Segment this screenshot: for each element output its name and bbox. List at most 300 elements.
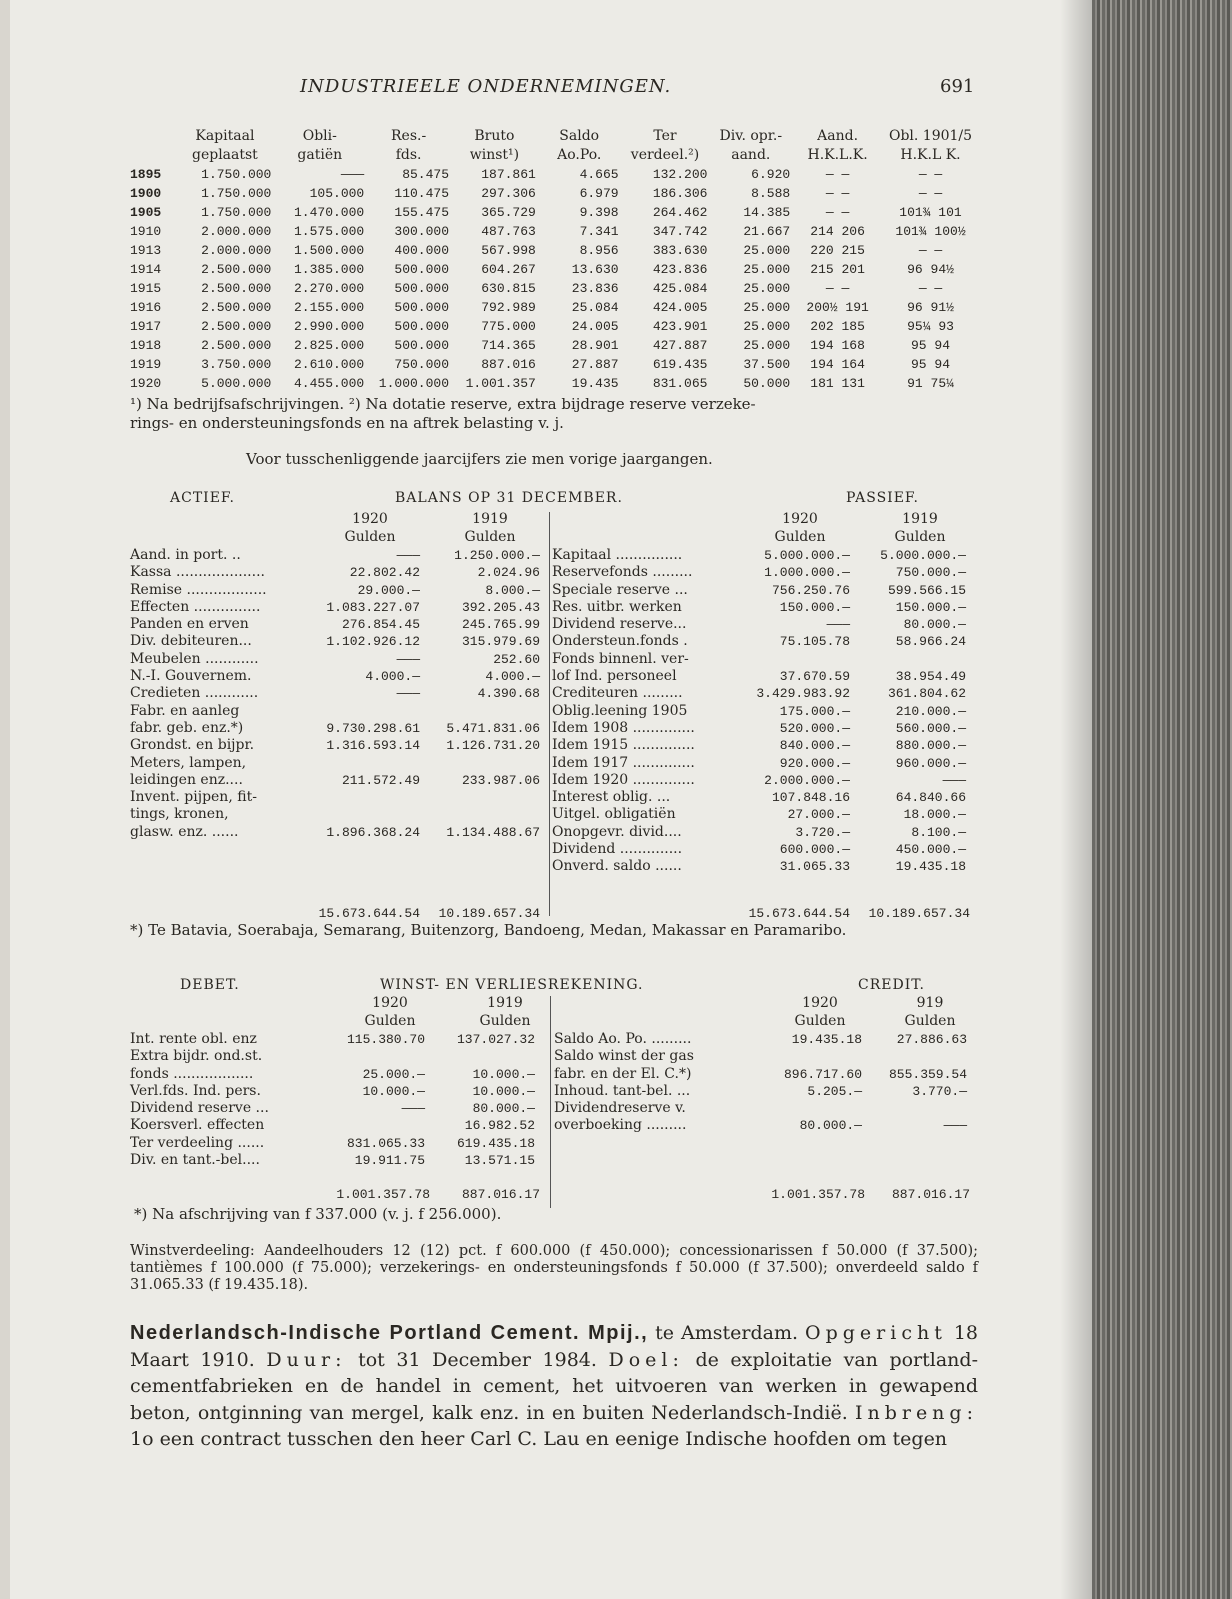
ledger-amount: 1.316.593.14 bbox=[326, 738, 420, 754]
year-table-cell: 23.836 bbox=[571, 281, 619, 296]
ledger-amount: 450.000.— bbox=[895, 842, 966, 858]
passief-block bbox=[552, 547, 966, 876]
actief-block bbox=[130, 547, 540, 841]
year-table-cell: 1895 bbox=[130, 167, 162, 182]
ledger-row bbox=[554, 1083, 967, 1100]
year-table-cell: 1917 bbox=[130, 319, 162, 334]
ledger-amount: 75.105.78 bbox=[779, 634, 850, 650]
ledger-amount bbox=[730, 651, 850, 668]
pl-total-1920-right: 1.001.357.78 bbox=[771, 1187, 865, 1202]
ledger-row bbox=[130, 1100, 535, 1117]
label-opgericht: Opgericht bbox=[805, 1322, 947, 1344]
winstverdeeling-paragraph: Winstverdeeling: Aandeelhouders 12 (12) pct. f 600.000 (f 450.000); concessionarissen f 50.000 (f 37.500); tantièmes f 100.000 (f 75.000); verzekerings- en ondersteuningsfonds f 50.000 (f 37.500); onverdeeld saldo f 31.065.33 (f 19.435.18). bbox=[130, 1243, 978, 1293]
year-table-cell: 101¾ 100½ bbox=[895, 224, 966, 239]
ledger-amount: 25.000.— bbox=[362, 1066, 425, 1082]
ledger-amount: 150.000.— bbox=[895, 599, 966, 615]
year-table-row bbox=[128, 336, 978, 355]
ledger-row bbox=[130, 1117, 535, 1134]
ledger-amount: 22.802.42 bbox=[349, 565, 420, 581]
year-table-header-cell bbox=[128, 127, 176, 146]
ledger-row bbox=[552, 789, 966, 806]
ledger-amount: 1.134.488.67 bbox=[446, 824, 540, 840]
year-table-cell: — — bbox=[918, 167, 943, 182]
year-table-row bbox=[128, 298, 978, 317]
year-table-cell: 2.155.000 bbox=[294, 300, 365, 315]
ledger-row bbox=[552, 824, 966, 841]
ledger-label: Aand. in port. .. bbox=[130, 547, 241, 563]
ledger-amount: 392.205.43 bbox=[461, 599, 540, 615]
year-table-cell: 155.475 bbox=[394, 205, 450, 220]
ledger-row bbox=[130, 824, 540, 841]
ledger-label: N.-I. Gouvernem. bbox=[130, 668, 252, 685]
ledger-amount: 5.000.000.— bbox=[880, 548, 966, 563]
year-table-header-cell: H.K.L.K. bbox=[807, 147, 868, 163]
ledger-label: Saldo winst der gas bbox=[554, 1048, 694, 1065]
ledger-amount: 4.000.— bbox=[365, 669, 420, 685]
ledger-row bbox=[552, 720, 966, 737]
year-table-cell: 297.306 bbox=[481, 186, 536, 201]
ledger-amount: 520.000.— bbox=[779, 720, 850, 736]
ledger-row bbox=[130, 1083, 535, 1100]
ledger-label: fabr. en der El. C.*) bbox=[554, 1065, 692, 1082]
year-table-cell: 194 168 bbox=[810, 338, 865, 353]
year-table-cell: 7.341 bbox=[579, 224, 619, 239]
ledger-amount: 29.000.— bbox=[357, 582, 420, 598]
year-table-cell: 95¼ 93 bbox=[907, 319, 954, 334]
ledger-amount bbox=[420, 789, 540, 806]
year-table-cell: 85.475 bbox=[402, 167, 450, 182]
year-table-cell: 3.750.000 bbox=[201, 357, 272, 372]
ledger-amount: ——— bbox=[942, 772, 966, 788]
ledger-label: Kassa .................... bbox=[130, 564, 265, 581]
year-table-row bbox=[128, 317, 978, 336]
balance-col-1919-left: 1919 Gulden bbox=[464, 511, 516, 545]
ledger-amount bbox=[306, 703, 420, 720]
year-table-cell: 831.065 bbox=[652, 376, 708, 391]
ledger-amount: 13.571.15 bbox=[464, 1153, 535, 1169]
year-table-row bbox=[128, 165, 978, 184]
footnote-1: ¹) Na bedrijfsafschrijvingen. ²) Na dotatie reserve, extra bijdrage reserve verzeke- bbox=[130, 395, 756, 413]
ledger-label: Dividend reserve... bbox=[552, 616, 687, 633]
year-table-cell: 8.956 bbox=[579, 243, 619, 258]
ledger-label: Meters, lampen, bbox=[130, 754, 247, 771]
year-table-cell: 300.000 bbox=[394, 224, 450, 239]
ledger-amount: 10.000.— bbox=[472, 1083, 535, 1099]
ledger-label: Grondst. en bijpr. bbox=[130, 737, 255, 754]
ledger-amount: 80.000.— bbox=[472, 1101, 535, 1117]
ledger-amount: 2.000.000.— bbox=[764, 772, 850, 788]
ledger-row bbox=[552, 582, 966, 599]
year-table-row bbox=[128, 355, 978, 374]
pl-title: WINST- EN VERLIESREKENING. bbox=[380, 977, 644, 993]
year-table-cell: 567.998 bbox=[481, 243, 536, 258]
debet-title: DEBET. bbox=[180, 977, 240, 993]
balance-col-1920-left: 1920 Gulden bbox=[344, 511, 396, 545]
year-table-cell: 186.306 bbox=[652, 186, 708, 201]
intermediate-note: Voor tusschenliggende jaarcijfers zie men vorige jaargangen. bbox=[246, 450, 713, 468]
year-table-header-cell: winst¹) bbox=[469, 147, 520, 163]
ledger-amount: 58.966.24 bbox=[895, 634, 966, 650]
year-table-cell: 500.000 bbox=[394, 281, 450, 296]
ledger-label: Idem 1915 .............. bbox=[552, 737, 695, 754]
year-table-cell: 96 94½ bbox=[907, 262, 954, 277]
year-table-row bbox=[128, 374, 978, 393]
pl-col-1919-left: 1919 Gulden bbox=[479, 995, 531, 1029]
year-table-cell: 1910 bbox=[130, 224, 162, 239]
year-table-cell: 1900 bbox=[130, 186, 162, 201]
year-table-cell: 1905 bbox=[130, 205, 162, 220]
ledger-amount: 137.027.32 bbox=[456, 1032, 535, 1047]
year-table-cell: 1.750.000 bbox=[201, 186, 272, 201]
ledger-row bbox=[554, 1048, 967, 1065]
ledger-amount: 175.000.— bbox=[779, 703, 850, 719]
year-table-cell: — — bbox=[918, 186, 943, 201]
year-table-cell: — — bbox=[825, 167, 850, 182]
ledger-amount: 361.804.62 bbox=[887, 686, 966, 702]
ledger-amount: 3.720.— bbox=[795, 824, 850, 840]
year-table-cell: 13.630 bbox=[571, 262, 619, 277]
year-table-cell: 1.470.000 bbox=[294, 205, 365, 220]
year-table-cell: 423.901 bbox=[652, 319, 708, 334]
ledger-label: overboeking ......... bbox=[554, 1117, 687, 1134]
year-table-cell: 1.500.000 bbox=[294, 243, 365, 258]
year-table-cell: 500.000 bbox=[394, 262, 450, 277]
year-table-cell: 264.462 bbox=[652, 205, 708, 220]
year-table-cell: 25.000 bbox=[743, 300, 791, 315]
ledger-amount: 960.000.— bbox=[895, 755, 966, 771]
ledger-label: Interest oblig. ... bbox=[552, 789, 671, 806]
ledger-amount: 245.765.99 bbox=[461, 617, 540, 633]
year-table-cell: 1.750.000 bbox=[201, 205, 272, 220]
ledger-label: lof Ind. personeel bbox=[552, 668, 677, 685]
year-table-header-cell: aand. bbox=[731, 147, 771, 163]
ledger-label: Ter verdeeling ...... bbox=[130, 1134, 265, 1151]
year-table-cell: 25.000 bbox=[743, 281, 791, 296]
ledger-row bbox=[552, 737, 966, 754]
ledger-amount: 31.065.33 bbox=[779, 859, 850, 875]
year-table-cell: 2.610.000 bbox=[294, 357, 365, 372]
year-table-cell: — — bbox=[918, 243, 943, 258]
year-table-cell: 1915 bbox=[130, 281, 162, 296]
year-table-header-cell: Ter bbox=[653, 128, 677, 144]
year-table-cell: 619.435 bbox=[652, 357, 708, 372]
year-table-cell: ——— bbox=[340, 167, 365, 182]
year-table-cell: — — bbox=[825, 281, 850, 296]
ledger-amount: 920.000.— bbox=[779, 755, 850, 771]
ledger-amount: 756.250.76 bbox=[771, 582, 850, 598]
year-table-row bbox=[128, 184, 978, 203]
year-table-header-cell: Aand. bbox=[817, 128, 859, 144]
year-table-cell: 714.365 bbox=[481, 338, 536, 353]
ledger-label: Koersverl. effecten bbox=[130, 1117, 265, 1134]
ledger-row bbox=[130, 1048, 535, 1065]
ledger-row bbox=[130, 582, 540, 599]
ledger-row bbox=[552, 755, 966, 772]
ledger-label: Res. uitbr. werken bbox=[552, 598, 682, 615]
year-table-cell: 1.000.000 bbox=[378, 376, 450, 391]
ledger-amount: 1.102.926.12 bbox=[326, 634, 420, 650]
year-table-header-cell: Div. opr.- bbox=[719, 128, 783, 144]
ledger-amount: 896.717.60 bbox=[783, 1066, 862, 1082]
ledger-label: Panden en erven bbox=[130, 616, 249, 633]
ledger-amount: 27.886.63 bbox=[896, 1032, 967, 1047]
ledger-label: Ondersteun.fonds . bbox=[552, 633, 688, 650]
year-table-cell: 1918 bbox=[130, 338, 162, 353]
year-table-cell: 27.887 bbox=[571, 357, 619, 372]
ledger-label: Speciale reserve ... bbox=[552, 581, 688, 598]
ledger-amount bbox=[742, 1100, 862, 1117]
ledger-row bbox=[130, 1031, 535, 1048]
year-table-header-cell: verdeel.²) bbox=[630, 147, 700, 163]
year-table-cell: 2.500.000 bbox=[201, 262, 272, 277]
ledger-label: tings, kronen, bbox=[130, 806, 229, 823]
credit-block bbox=[554, 1031, 967, 1135]
company-paragraph: Nederlandsch-Indische Portland Cement. Mpij., te Amsterdam. Opgericht 18 Maart 1910. Duur: tot 31 December 1984. Doel: de exploitatie van portland-cementfabrieken en de handel in cement, het uitvoeren van werken in gewapend beton, ontginning van mergel, kalk enz. in en buiten Nederlandsch-Indië. Inbreng: 1o een contract tusschen den heer Carl C. Lau en eenige Indische hoofden om tegen bbox=[130, 1322, 979, 1450]
ledger-label: Div. en tant.-bel.... bbox=[130, 1152, 260, 1169]
ledger-amount: 5.205.— bbox=[807, 1083, 862, 1099]
year-table-header-cell: fds. bbox=[395, 147, 422, 163]
ledger-row bbox=[130, 806, 540, 823]
ledger-amount: 19.435.18 bbox=[791, 1032, 862, 1047]
passief-title: PASSIEF. bbox=[846, 490, 919, 506]
ledger-row bbox=[130, 720, 540, 737]
ledger-row bbox=[130, 772, 540, 789]
ledger-amount: 80.000.— bbox=[903, 617, 966, 633]
year-table-cell: 25.084 bbox=[571, 300, 619, 315]
ledger-label: glasw. enz. ...... bbox=[130, 823, 239, 840]
year-table-cell: 25.000 bbox=[743, 338, 791, 353]
pl-col-1920-right: 1920 Gulden bbox=[794, 995, 846, 1029]
ledger-row bbox=[554, 1031, 967, 1048]
ledger-label: Credieten ............ bbox=[130, 685, 259, 702]
ledger-amount: 115.380.70 bbox=[346, 1032, 425, 1047]
year-table-header-cell: Bruto bbox=[474, 128, 515, 144]
year-table-row bbox=[128, 241, 978, 260]
year-table-cell: 1.750.000 bbox=[201, 167, 272, 182]
ledger-row bbox=[130, 737, 540, 754]
ledger-amount: 560.000.— bbox=[895, 720, 966, 736]
year-table-cell: 5.000.000 bbox=[201, 376, 272, 391]
balance-footnote: *) Te Batavia, Soerabaja, Semarang, Buitenzorg, Bandoeng, Medan, Makassar en Paramaribo. bbox=[130, 921, 847, 939]
ledger-row bbox=[130, 547, 540, 564]
ledger-amount: 5.000.000.— bbox=[764, 548, 850, 563]
label-inbreng: Inbreng: bbox=[854, 1401, 978, 1424]
ledger-amount: 1.000.000.— bbox=[764, 565, 850, 581]
ledger-amount: 3.429.983.92 bbox=[756, 686, 850, 702]
ledger-row bbox=[130, 599, 540, 616]
ledger-label: Dividend .............. bbox=[552, 841, 683, 858]
ledger-amount bbox=[425, 1048, 535, 1065]
ledger-amount: 80.000.— bbox=[799, 1118, 862, 1134]
ledger-row bbox=[552, 841, 966, 858]
year-table-header-cell: Obli- bbox=[302, 128, 337, 144]
year-table-row bbox=[128, 222, 978, 241]
ledger-row bbox=[552, 633, 966, 650]
ledger-amount: 107.848.16 bbox=[771, 790, 850, 806]
ledger-amount: ——— bbox=[396, 686, 420, 702]
ledger-label: Inhoud. tant-bel. ... bbox=[554, 1082, 691, 1099]
year-table-header-cell bbox=[128, 146, 176, 165]
ledger-row bbox=[552, 685, 966, 702]
balance-total-1919-left: 10.189.657.34 bbox=[438, 906, 540, 921]
ledger-label: leidingen enz.... bbox=[130, 771, 243, 788]
ledger-amount: 1.250.000.— bbox=[454, 548, 540, 563]
year-table-cell: 2.500.000 bbox=[201, 281, 272, 296]
ledger-amount bbox=[306, 806, 420, 823]
ledger-amount bbox=[862, 1100, 967, 1117]
ledger-row bbox=[554, 1066, 967, 1083]
ledger-amount: 252.60 bbox=[493, 651, 540, 667]
ledger-amount: 10.000.— bbox=[362, 1083, 425, 1099]
ledger-amount: 5.471.831.06 bbox=[446, 720, 540, 736]
ledger-row bbox=[552, 703, 966, 720]
ledger-amount: 8.100.— bbox=[911, 824, 966, 840]
year-table-cell: — — bbox=[825, 186, 850, 201]
ledger-row bbox=[552, 772, 966, 789]
year-table-header-row bbox=[128, 127, 978, 146]
year-table-cell: 500.000 bbox=[394, 338, 450, 353]
ledger-amount: 10.000.— bbox=[472, 1066, 535, 1082]
company-name: Nederlandsch-Indische Portland Cement. Mpij., bbox=[130, 1322, 649, 1344]
ledger-amount: 4.390.68 bbox=[477, 686, 540, 702]
year-table-cell: 1.575.000 bbox=[294, 224, 365, 239]
year-table-cell: 2.270.000 bbox=[294, 281, 365, 296]
ledger-amount: ——— bbox=[401, 1101, 425, 1117]
ledger-label: Saldo Ao. Po. ......... bbox=[554, 1031, 692, 1047]
ledger-amount bbox=[420, 755, 540, 772]
year-table-header-cell: Obl. 1901/5 bbox=[888, 128, 973, 144]
ledger-amount: 8.000.— bbox=[485, 582, 540, 598]
pl-total-1919-right: 887.016.17 bbox=[891, 1187, 970, 1202]
pl-total-1920-left: 1.001.357.78 bbox=[336, 1187, 430, 1202]
ledger-amount: 831.065.33 bbox=[346, 1135, 425, 1151]
ledger-label: Fabr. en aanleg bbox=[130, 702, 240, 719]
ledger-amount: 150.000.— bbox=[779, 599, 850, 615]
ledger-label: Remise .................. bbox=[130, 581, 267, 598]
ledger-amount: 9.730.298.61 bbox=[326, 720, 420, 736]
year-table-cell: 347.742 bbox=[652, 224, 708, 239]
year-table-cell: 14.385 bbox=[743, 205, 791, 220]
year-table-cell: 630.815 bbox=[481, 281, 536, 296]
year-table-cell: — — bbox=[918, 281, 943, 296]
year-table-cell: 9.398 bbox=[579, 205, 619, 220]
balance-col-1920-right: 1920 Gulden bbox=[774, 511, 826, 545]
ledger-label: Oblig.leening 1905 bbox=[552, 702, 688, 719]
label-duur: Duur: bbox=[266, 1348, 347, 1371]
ledger-label: Dividendreserve v. bbox=[554, 1100, 686, 1117]
ledger-amount: 600.000.— bbox=[779, 842, 850, 858]
yearly-figures-table bbox=[128, 127, 978, 393]
year-table-cell: 1916 bbox=[130, 300, 162, 315]
year-table-header-cell: Ao.Po. bbox=[557, 147, 602, 163]
year-table-cell: 194 164 bbox=[810, 357, 865, 372]
pl-footnote: *) Na afschrijving van f 337.000 (v. j. f 256.000). bbox=[134, 1205, 502, 1223]
ledger-row bbox=[552, 616, 966, 633]
year-table-cell: 2.500.000 bbox=[201, 319, 272, 334]
year-table-cell: 200½ 191 bbox=[806, 300, 869, 315]
ledger-amount: 18.000.— bbox=[903, 807, 966, 823]
ledger-amount: 880.000.— bbox=[895, 738, 966, 754]
ledger-label: Idem 1920 .............. bbox=[552, 771, 695, 788]
ledger-amount: 64.840.66 bbox=[895, 790, 966, 806]
year-table-cell: 1.385.000 bbox=[294, 262, 365, 277]
ledger-row bbox=[552, 806, 966, 823]
ledger-label: Effecten ............... bbox=[130, 598, 261, 615]
year-table-cell: 1913 bbox=[130, 243, 162, 258]
year-table-cell: 500.000 bbox=[394, 300, 450, 315]
year-table-cell: 2.990.000 bbox=[294, 319, 365, 334]
year-table-header-cell: gatiën bbox=[297, 147, 343, 163]
ledger-amount: 315.979.69 bbox=[461, 634, 540, 650]
year-table-cell: 25.000 bbox=[743, 243, 791, 258]
year-table-row bbox=[128, 203, 978, 222]
year-table-cell: 181 131 bbox=[810, 376, 865, 391]
year-table-cell: — — bbox=[825, 205, 850, 220]
year-table-cell: 487.763 bbox=[481, 224, 536, 239]
ledger-label: Crediteuren ......... bbox=[552, 685, 683, 702]
ledger-row bbox=[552, 651, 966, 668]
ledger-amount: 840.000.— bbox=[779, 738, 850, 754]
year-table-cell: 101¾ 101 bbox=[899, 205, 962, 220]
year-table-cell: 37.500 bbox=[743, 357, 791, 372]
year-table-cell: 1.001.357 bbox=[465, 376, 536, 391]
ledger-label: Div. debiteuren... bbox=[130, 633, 252, 650]
year-table-cell: 2.500.000 bbox=[201, 300, 272, 315]
year-table-cell: 383.630 bbox=[652, 243, 708, 258]
ledger-label: Int. rente obl. enz bbox=[130, 1031, 257, 1047]
ledger-label: Kapitaal ............... bbox=[552, 547, 683, 563]
year-table-cell: 96 91½ bbox=[907, 300, 954, 315]
ledger-row bbox=[130, 703, 540, 720]
book-spine bbox=[1092, 0, 1232, 1599]
year-table-cell: 604.267 bbox=[481, 262, 536, 277]
year-table-header-cell: H.K.L K. bbox=[900, 147, 961, 163]
ledger-amount: 19.435.18 bbox=[895, 859, 966, 875]
ledger-amount: ——— bbox=[396, 548, 420, 563]
ledger-label: Verl.fds. Ind. pers. bbox=[130, 1082, 261, 1099]
pl-col-1919-right: 919 Gulden bbox=[904, 995, 956, 1029]
ledger-label: Extra bijdr. ond.st. bbox=[130, 1048, 263, 1065]
ledger-amount bbox=[420, 806, 540, 823]
year-table-cell: 214 206 bbox=[810, 224, 865, 239]
ledger-row bbox=[130, 685, 540, 702]
ledger-amount bbox=[862, 1048, 967, 1065]
label-doel: Doel: bbox=[608, 1348, 684, 1371]
year-table-cell: 19.435 bbox=[571, 376, 619, 391]
balance-total-1919-right: 10.189.657.34 bbox=[868, 906, 970, 921]
balance-divider bbox=[549, 512, 550, 916]
year-table-row bbox=[128, 260, 978, 279]
ledger-label: Idem 1917 .............. bbox=[552, 754, 695, 771]
year-table-cell: 21.667 bbox=[743, 224, 791, 239]
year-table-cell: 887.016 bbox=[481, 357, 536, 372]
year-table-cell: 202 185 bbox=[810, 319, 865, 334]
balance-total-1920-right: 15.673.644.54 bbox=[748, 906, 850, 921]
ledger-label: fonds .................. bbox=[130, 1065, 254, 1082]
balance-total-1920-left: 15.673.644.54 bbox=[318, 906, 420, 921]
ledger-row bbox=[130, 633, 540, 650]
year-table-cell: 2.500.000 bbox=[201, 338, 272, 353]
year-table-header-cell: Res.- bbox=[391, 128, 427, 144]
year-table-cell: 4.455.000 bbox=[294, 376, 365, 391]
ledger-amount: 210.000.— bbox=[895, 703, 966, 719]
ledger-amount bbox=[320, 1117, 425, 1134]
ledger-row bbox=[130, 1152, 535, 1169]
ledger-label: fabr. geb. enz.*) bbox=[130, 719, 244, 736]
ledger-amount: 1.083.227.07 bbox=[326, 599, 420, 615]
ledger-amount: ——— bbox=[943, 1118, 967, 1134]
year-table-cell: 750.000 bbox=[394, 357, 450, 372]
